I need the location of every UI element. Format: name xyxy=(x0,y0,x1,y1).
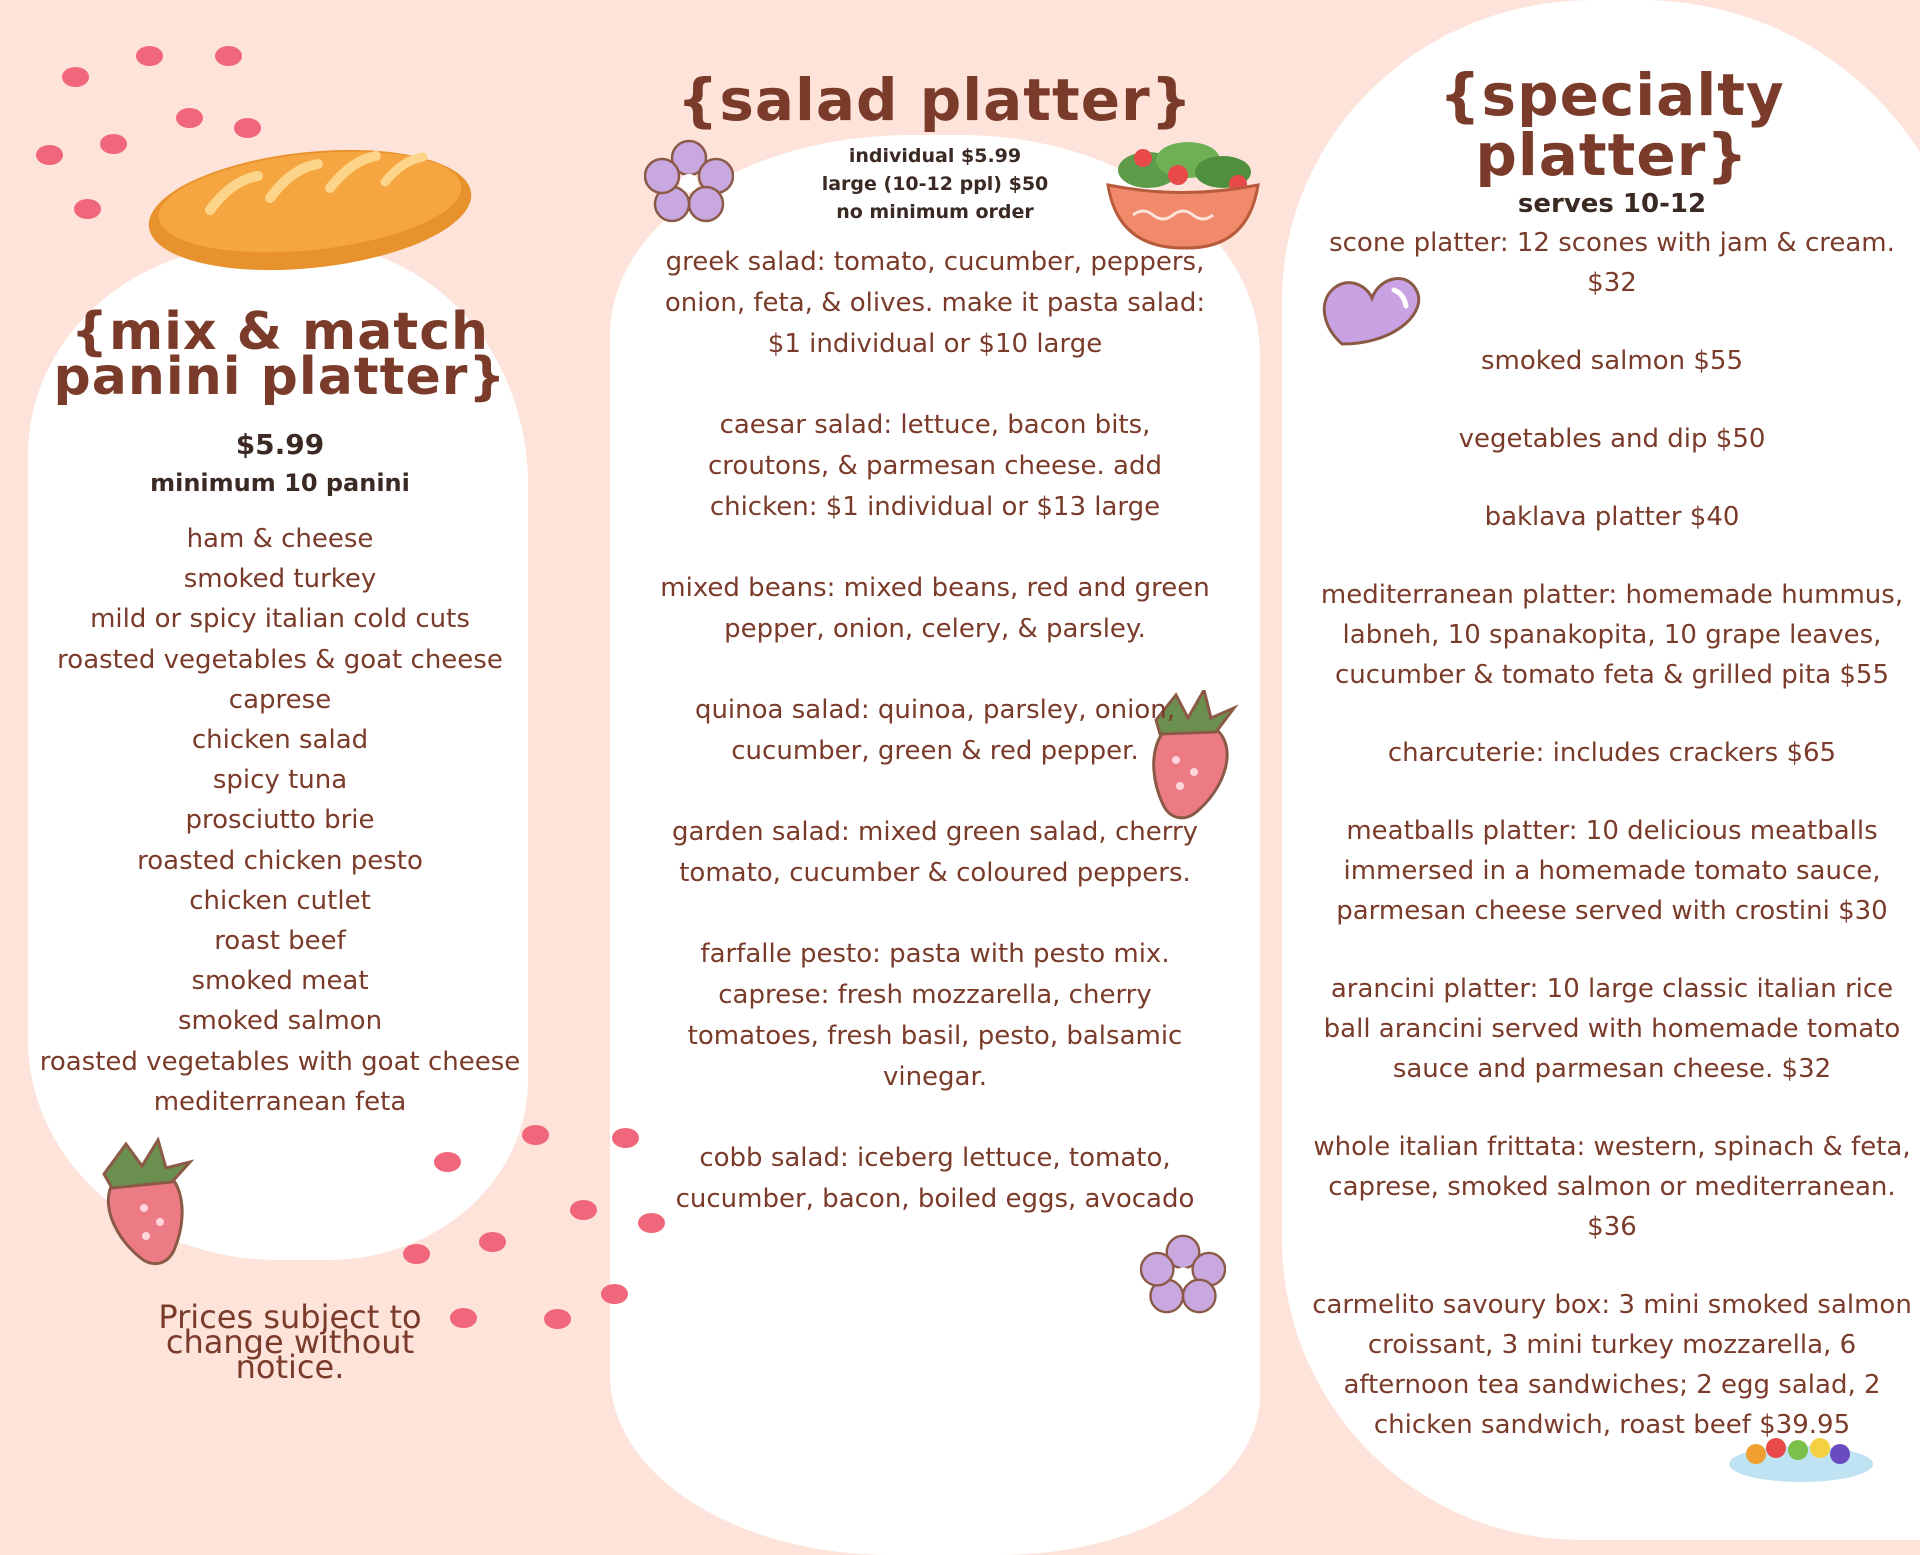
specialty-item: vegetables and dip $50 xyxy=(1458,424,1766,454)
dot xyxy=(74,199,101,219)
panini-title-line-1: {mix & match xyxy=(70,302,490,362)
salad-title: {salad platter} xyxy=(677,66,1193,134)
dot xyxy=(62,67,89,87)
dot xyxy=(522,1125,549,1145)
dot xyxy=(100,134,127,154)
bread-icon xyxy=(140,140,480,280)
dot xyxy=(234,118,261,138)
panini-item: smoked salmon xyxy=(177,1006,383,1037)
salad-individual-price: individual $5.99 xyxy=(848,145,1022,167)
specialty-item: whole italian frittata: western, spinach & feta, caprese, smoked salmon or mediterranean. $36 xyxy=(1313,1132,1911,1242)
salad-item: cobb salad: iceberg lettuce, tomato, cucumber, bacon, boiled eggs, avocado xyxy=(675,1143,1195,1214)
panini-item: caprese xyxy=(228,684,332,715)
panini-item: prosciutto brie xyxy=(185,805,375,836)
panini-title-line-2: panini platter} xyxy=(53,347,507,407)
panini-items xyxy=(30,519,530,1122)
specialty-item: smoked salmon $55 xyxy=(1481,346,1743,376)
panini-item: ham & cheese xyxy=(186,524,374,554)
panini-item: roasted vegetables with goat cheese xyxy=(39,1046,521,1077)
panini-item: mediterranean feta xyxy=(153,1086,407,1117)
dot xyxy=(434,1152,461,1172)
dot xyxy=(450,1308,477,1328)
dot xyxy=(544,1309,571,1329)
specialty-item: mediterranean platter: homemade hummus, labneh, 10 spanakopita, 10 grape leaves, cucumber & tomato feta & grilled pita $55 xyxy=(1320,580,1904,690)
specialty-item: arancini platter: 10 large classic italian rice ball arancini served with homemade tomato sauce and parmesan cheese. $32 xyxy=(1323,974,1901,1084)
dot xyxy=(215,46,242,66)
dot xyxy=(479,1232,506,1252)
panini-item: chicken cutlet xyxy=(189,885,371,916)
panini-item: chicken salad xyxy=(191,725,369,756)
panini-item: roasted vegetables & goat cheese xyxy=(57,644,503,675)
panini-item: smoked turkey xyxy=(183,564,377,595)
specialty-item: meatballs platter: 10 delicious meatballs immersed in a homemade tomato sauce, parmesan cheese served with crostini $30 xyxy=(1336,816,1888,926)
dot xyxy=(601,1284,628,1304)
price-notice: Prices subject to change without notice. xyxy=(158,1298,422,1386)
strawberry-icon xyxy=(92,1136,204,1276)
panini-item: mild or spicy italian cold cuts xyxy=(90,604,470,635)
specialty-item: baklava platter $40 xyxy=(1484,502,1740,532)
panini-item: roast beef xyxy=(214,926,346,957)
specialty-title: {specialty platter} xyxy=(1439,61,1785,189)
salad-item: caprese: fresh mozzarella, cherry tomatoes, fresh basil, pesto, balsamic vinegar. xyxy=(687,980,1183,1092)
salad-item: quinoa salad: quinoa, parsley, onion, cucumber, green & red pepper. xyxy=(694,695,1176,766)
panini-price: $5.99 xyxy=(235,428,325,461)
specialty-item: charcuterie: includes crackers $65 xyxy=(1387,738,1837,768)
salad-item: farfalle pesto: pasta with pesto mix. xyxy=(700,939,1170,969)
panini-item: spicy tuna xyxy=(212,765,348,796)
salad-item: mixed beans: mixed beans, red and green pepper, onion, celery, & parsley. xyxy=(660,573,1210,644)
panini-item: roasted chicken pesto xyxy=(137,845,423,876)
salad-item: caesar salad: lettuce, bacon bits, croutons, & parmesan cheese. add chicken: $1 individual or $13 large xyxy=(708,410,1162,522)
dot xyxy=(136,46,163,66)
panini-title xyxy=(30,302,530,407)
dot xyxy=(36,145,63,165)
dot xyxy=(176,108,203,128)
salad-items xyxy=(660,242,1210,1220)
specialty-items xyxy=(1312,223,1912,1445)
specialty-item: carmelito savoury box: 3 mini smoked salmon croissant, 3 mini turkey mozzarella, 6 afternoon tea sandwiches; 2 egg salad, 2 chicken sandwich, roast beef $39.95 xyxy=(1312,1290,1912,1440)
panini-item: smoked meat xyxy=(191,966,369,997)
specialty-section xyxy=(1312,61,1912,1483)
dot xyxy=(612,1128,639,1148)
specialty-serves: serves 10-12 xyxy=(1517,189,1707,219)
salad-large-price: large (10-12 ppl) $50 xyxy=(821,173,1049,195)
panini-minimum: minimum 10 panini xyxy=(150,469,410,497)
dot xyxy=(570,1200,597,1220)
salad-no-minimum: no minimum order xyxy=(836,201,1034,223)
dot xyxy=(403,1244,430,1264)
specialty-item: scone platter: 12 scones with jam & cream. $32 xyxy=(1329,228,1895,298)
salad-section xyxy=(660,66,1210,1260)
panini-section xyxy=(30,302,530,1122)
salad-item: garden salad: mixed green salad, cherry tomato, cucumber & coloured peppers. xyxy=(671,817,1199,888)
salad-item: greek salad: tomato, cucumber, peppers, onion, feta, & olives. make it pasta salad: $1 individual or $10 large xyxy=(664,247,1206,359)
